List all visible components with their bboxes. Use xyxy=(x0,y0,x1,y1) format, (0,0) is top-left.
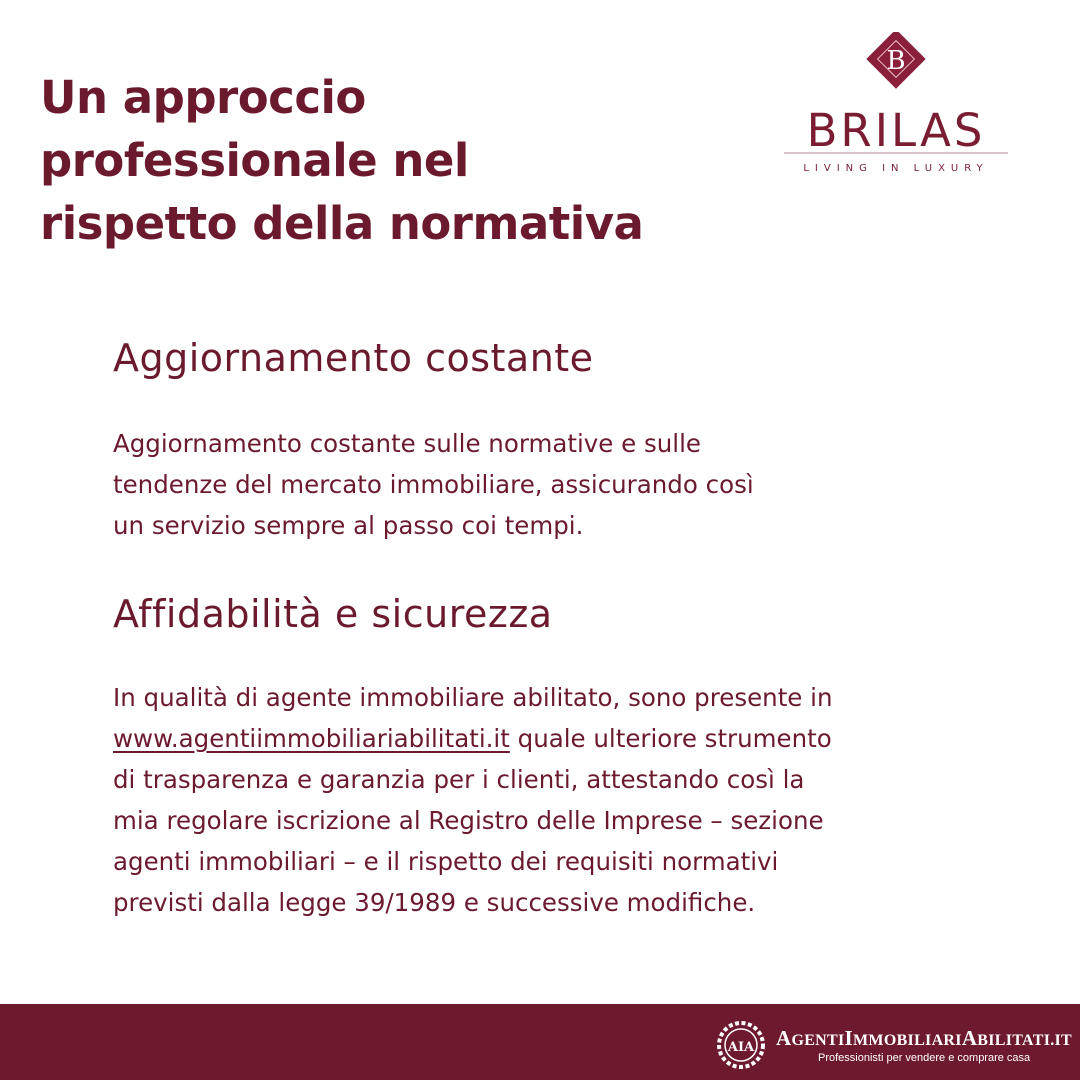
body-line: agenti immobiliari – e il rispetto dei requisiti normativi xyxy=(113,847,779,876)
body-line: un servizio sempre al passo coi tempi. xyxy=(113,511,584,540)
body-line: Aggiornamento costante sulle normative e sulle xyxy=(113,429,701,458)
logo-name: BRILAS xyxy=(806,104,986,157)
body-line: mia regolare iscrizione al Registro delle Imprese – sezione xyxy=(113,806,824,835)
section-body xyxy=(113,423,1013,546)
logo-monogram: B xyxy=(886,46,906,76)
brilas-logo xyxy=(780,32,1012,182)
section-body xyxy=(113,677,1013,923)
footer-brand xyxy=(776,1026,1072,1051)
body-line: di trasparenza e garanzia per i clienti, attestando così la xyxy=(113,765,805,794)
body-line: In qualità di agente immobiliare abilitato, sono presente in xyxy=(113,683,833,712)
brand-part: A xyxy=(961,1026,978,1050)
title-line: professionale nel xyxy=(40,134,469,187)
title-line: Un approccio xyxy=(40,71,366,124)
section-heading: Aggiornamento costante xyxy=(113,336,594,380)
body-line xyxy=(113,718,1013,759)
diamond-monogram-icon xyxy=(866,32,925,89)
body-line-rest: quale ulteriore strumento xyxy=(509,724,832,753)
body-line: tendenze del mercato immobiliare, assicurando così xyxy=(113,470,754,499)
website-link[interactable]: www.agentiimmobiliariabilitati.it xyxy=(113,724,510,753)
section-heading: Affidabilità e sicurezza xyxy=(113,592,553,636)
brand-part: .IT xyxy=(1050,1032,1073,1049)
brand-part: GENTI xyxy=(791,1032,845,1049)
title-line: rispetto della normativa xyxy=(40,197,644,250)
page-title xyxy=(40,66,740,255)
emblem-letters: AIA xyxy=(727,1040,755,1055)
brand-part: MMOBILIARI xyxy=(853,1032,962,1049)
footer-bar xyxy=(0,1004,1080,1080)
brand-part: BILITATI xyxy=(977,1032,1051,1049)
logo-tagline: LIVING IN LUXURY xyxy=(803,163,989,174)
aia-emblem-icon xyxy=(714,1018,768,1072)
brand-part: I xyxy=(844,1026,854,1050)
body-line: previsti dalla legge 39/1989 e successive modifiche. xyxy=(113,888,756,917)
brand-part: A xyxy=(776,1026,792,1050)
footer-tagline: Professionisti per vendere e comprare casa xyxy=(818,1052,1031,1064)
